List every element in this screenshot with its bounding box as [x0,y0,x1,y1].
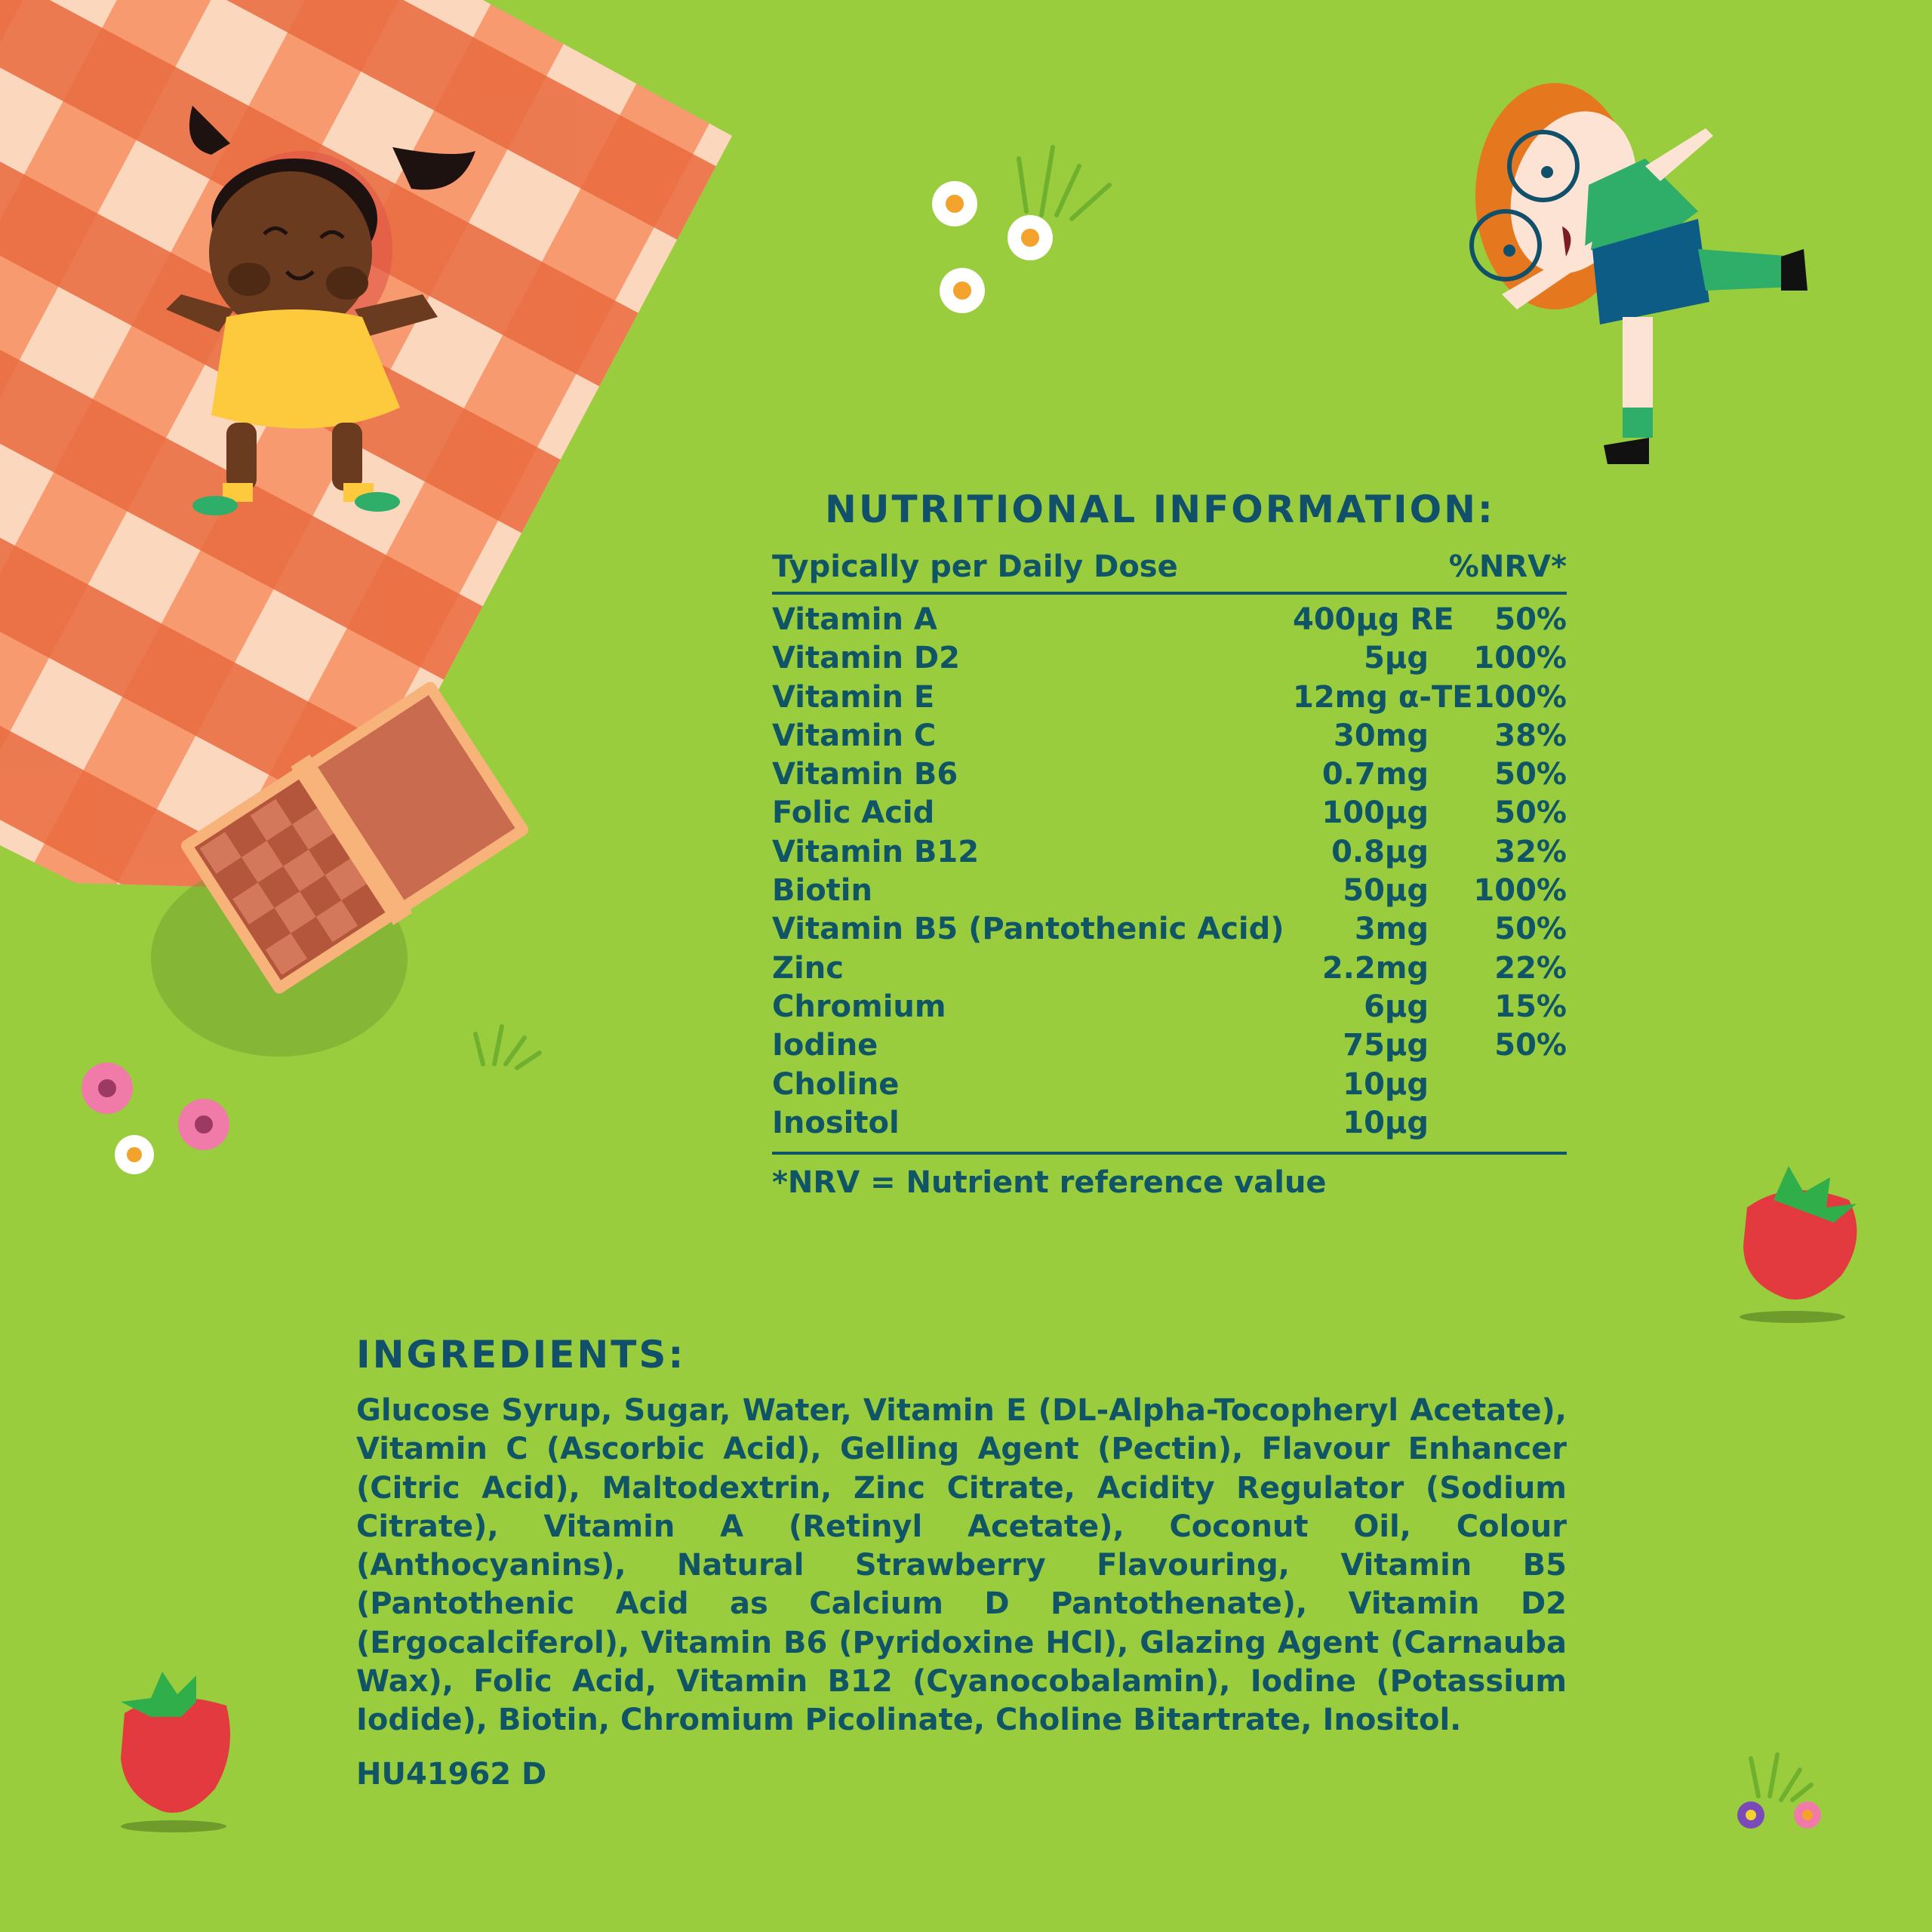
nutrient-amount: 12mg α-TE [1293,679,1473,715]
nutrient-nrv: 38% [1494,718,1567,753]
table-row [772,755,1567,794]
nutrient-name: Vitamin A [772,602,937,637]
table-row [772,833,1567,872]
nutrient-name: Inositol [772,1105,900,1140]
nutrient-name: Zinc [772,950,844,986]
ingredients-title: INGREDIENTS: [356,1333,686,1377]
table-row [772,794,1567,832]
nutrient-nrv [1429,1104,1567,1143]
nutrient-amount: 5µg [1364,641,1429,676]
nutrient-amount: 10µg [1343,1066,1429,1102]
nutrient-amount: 2.2mg [1321,950,1429,986]
nutrient-nrv: 50% [1494,795,1567,831]
table-row [772,1026,1567,1065]
nutrient-amount: 400µg RE [1293,602,1454,637]
boy-illustration [1472,83,1807,464]
nutrient-name: Biotin [772,873,872,909]
product-code: HU41962 D [356,1756,547,1792]
header-nrv: %NRV* [1448,549,1567,584]
nutrition-title: NUTRITIONAL INFORMATION: [825,488,1495,531]
nutrition-rows [772,601,1567,1155]
nutrient-nrv: 15% [1494,989,1567,1024]
ingredients-panel [356,1328,1567,1792]
header-per-daily-dose: Typically per Daily Dose [772,549,1178,584]
nutrient-name: Iodine [772,1028,878,1063]
nutrient-name: Vitamin E [772,679,935,715]
table-row [772,1104,1567,1143]
nutrient-amount: 10µg [1343,1105,1429,1140]
table-row [772,910,1567,949]
nutrient-name: Vitamin C [772,718,937,753]
nutrient-nrv: 50% [1494,602,1567,637]
table-row [772,639,1567,678]
nutrient-amount: 0.8µg [1331,834,1429,869]
nutrient-name: Vitamin B6 [772,757,958,792]
nutrition-panel [772,483,1567,1200]
nutrient-amount: 3mg [1354,912,1429,947]
nutrient-nrv: 50% [1494,912,1567,947]
table-row [772,601,1567,639]
nutrient-amount: 0.7mg [1321,757,1429,792]
table-row [772,678,1567,717]
nutrient-amount: 75µg [1343,1028,1429,1063]
nutrient-name: Vitamin B5 (Pantothenic Acid) [772,912,1284,947]
nutrient-name: Choline [772,1066,900,1102]
nutrient-nrv: 100% [1473,873,1567,909]
nutrient-amount: 6µg [1364,989,1429,1024]
table-row [772,717,1567,755]
nrv-footnote: *NRV = Nutrient reference value [772,1165,1327,1201]
nutrient-name: Vitamin B12 [772,834,980,869]
nutrient-amount: 100µg [1321,795,1429,831]
nutrient-nrv: 22% [1494,950,1567,986]
nutrient-name: Chromium [772,989,946,1024]
table-row [772,949,1567,988]
nutrient-nrv: 100% [1473,641,1567,676]
nutrient-name: Vitamin D2 [772,641,960,676]
nutrition-header-row [772,542,1567,595]
nutrient-nrv: 50% [1494,757,1567,792]
nutrient-amount: 30mg [1334,718,1429,753]
nutrient-nrv [1429,1066,1567,1104]
nutrient-amount: 50µg [1343,873,1429,909]
nutrient-nrv: 32% [1494,834,1567,869]
ingredients-text: Glucose Syrup, Sugar, Water, Vitamin E (DL-Alpha-Tocopheryl Acetate), Vitamin C (Ascorbic Acid), Gelling Agent (Pectin), Flavour Enhancer (Citric Acid), Maltodextrin, Zinc Citrate, Acidity Regulator (Sodium Citrate), Vitamin A (Retinyl Acetate), Coconut Oil, Colour (Anthocyanins), Natural Strawberry Flavouring, Vitamin B5 (Pantothenic Acid as Calcium D Pantothenate), Vitamin D2 (Ergocalciferol), Vitamin B6 (Pyridoxine HCl), Glazing Agent (Carnauba Wax), Folic Acid, Vitamin B12 (Cyanocobalamin), Iodine (Potassium Iodide), Biotin, Chromium Picolinate, Choline Bitartrate, Inositol. [356,1393,1567,1738]
table-row [772,872,1567,910]
nutrient-name: Folic Acid [772,795,935,831]
table-row [772,988,1567,1026]
nutrient-nrv: 50% [1494,1028,1567,1063]
table-row [772,1066,1567,1104]
nutrient-nrv: 100% [1473,679,1567,715]
